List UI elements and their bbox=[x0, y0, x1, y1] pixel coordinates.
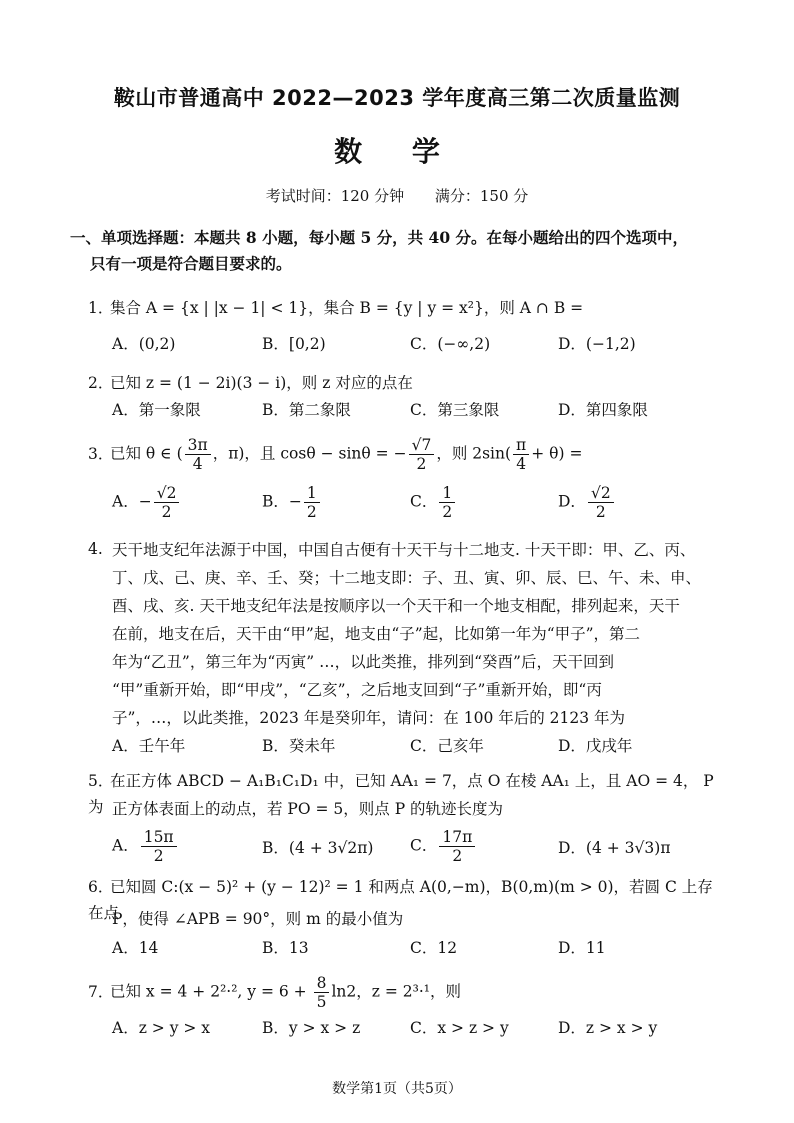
section-heading-line1: 一、单项选择题：本题共 8 小题，每小题 5 分，共 40 分。在每小题给出的四个选项中， bbox=[70, 228, 689, 247]
subject-title: 数 学 bbox=[334, 135, 460, 168]
question-number: 5． bbox=[88, 772, 114, 790]
option-fraction bbox=[304, 484, 320, 521]
question-number: 1． bbox=[88, 299, 114, 317]
numerator: √7 bbox=[409, 436, 435, 455]
option-c: C．第三象限 bbox=[410, 401, 500, 419]
denominator: 2 bbox=[306, 503, 317, 521]
option-d: D．第四象限 bbox=[558, 401, 648, 419]
section-heading-line2: 只有一项是符合题目要求的。 bbox=[90, 254, 292, 273]
denominator: 5 bbox=[316, 993, 327, 1011]
text-line: 子”，…，以此类推，2023 年是癸卯年，请问：在 100 年后的 2123 年为 bbox=[112, 709, 626, 727]
question-text: 已知圆 C:(x − 5)² + (y − 12)² = 1 和两点 A(0,−m)，B(0,m)(m > 0)，若圆 C 上存在点 bbox=[88, 878, 713, 922]
option-c bbox=[410, 828, 477, 865]
fraction-pi-4 bbox=[513, 436, 529, 473]
question-number: 3． bbox=[88, 444, 114, 463]
question-number: 7． bbox=[88, 982, 114, 1001]
section-heading bbox=[70, 225, 730, 277]
option-c: C．12 bbox=[410, 939, 458, 957]
question-text-pre: 已知 θ ∈ ( bbox=[110, 444, 183, 463]
exam-info bbox=[0, 185, 794, 206]
option-d: D．11 bbox=[558, 939, 606, 957]
option-a bbox=[112, 484, 181, 521]
option-label: D． bbox=[558, 492, 586, 511]
numerator: 1 bbox=[439, 484, 455, 503]
option-fraction bbox=[141, 828, 177, 865]
question-5-line2: 正方体表面上的动点，若 PO = 5，则点 P 的轨迹长度为 bbox=[112, 800, 504, 818]
text-line: 酉、戌、亥. 天干地支纪年法是按顺序以一个天干和一个地支相配，排列起来，天干 bbox=[112, 597, 680, 615]
option-d: D．(4 + 3√3)π bbox=[558, 839, 671, 857]
denominator: 2 bbox=[416, 455, 427, 473]
option-c: C．己亥年 bbox=[410, 737, 484, 755]
text-line: 天干地支纪年法源于中国，中国自古便有十天干与十二地支. 十天干即：甲、乙、丙、 bbox=[112, 541, 696, 559]
denominator: 2 bbox=[452, 847, 463, 865]
denominator: 4 bbox=[192, 455, 203, 473]
option-label: C． bbox=[410, 836, 438, 855]
denominator: 4 bbox=[516, 455, 527, 473]
denominator: 2 bbox=[442, 503, 453, 521]
question-2-options bbox=[112, 398, 712, 438]
option-b bbox=[262, 484, 322, 521]
option-b: B．[0,2) bbox=[262, 335, 326, 353]
option-d: D．戊戌年 bbox=[558, 737, 633, 755]
numerator: 1 bbox=[304, 484, 320, 503]
exam-time: 考试时间：120 分钟 bbox=[265, 187, 405, 205]
option-a: A．14 bbox=[112, 939, 159, 957]
option-fraction bbox=[439, 828, 475, 865]
question-6-line2: P，使得 ∠APB = 90°，则 m 的最小值为 bbox=[112, 910, 404, 928]
option-a: A．壬午年 bbox=[112, 737, 186, 755]
exam-score: 满分：150 分 bbox=[434, 187, 529, 205]
numerator: 3π bbox=[185, 436, 211, 455]
question-text-mid2: ，则 2sin( bbox=[436, 444, 512, 463]
question-6-options bbox=[112, 936, 712, 976]
question-text: 在正方体 ABCD − A₁B₁C₁D₁ 中，已知 AA₁ = 7，点 O 在棱 AA₁ 上，且 AO = 4， P 为 bbox=[88, 772, 714, 816]
denominator: 2 bbox=[161, 503, 172, 521]
option-label: A． bbox=[112, 836, 139, 855]
question-3-options bbox=[112, 484, 712, 524]
numerator: 15π bbox=[141, 828, 177, 847]
denominator: 2 bbox=[153, 847, 164, 865]
question-7 bbox=[88, 974, 728, 1011]
option-label: A．− bbox=[112, 492, 152, 511]
question-4-text bbox=[112, 536, 717, 732]
option-a: A．z > y > x bbox=[112, 1019, 211, 1037]
option-d: D．z > x > y bbox=[558, 1019, 658, 1037]
option-label: C． bbox=[410, 492, 438, 511]
option-d: D．(−1,2) bbox=[558, 335, 636, 353]
question-3 bbox=[88, 436, 728, 473]
option-fraction bbox=[588, 484, 614, 521]
question-text-pre: 已知 x = 4 + 2²·², y = 6 + bbox=[110, 982, 312, 1001]
option-a: A．(0,2) bbox=[112, 335, 176, 353]
option-fraction bbox=[439, 484, 455, 521]
option-b: B．y > x > z bbox=[262, 1019, 361, 1037]
option-a bbox=[112, 828, 179, 865]
fraction-sqrt7-2 bbox=[409, 436, 435, 473]
question-5-options bbox=[112, 828, 712, 868]
numerator: √2 bbox=[154, 484, 180, 503]
question-text: 已知 z = (1 − 2i)(3 − i)，则 z 对应的点在 bbox=[110, 374, 413, 392]
numerator: 17π bbox=[439, 828, 475, 847]
option-fraction bbox=[154, 484, 180, 521]
question-number: 6． bbox=[88, 878, 114, 896]
denominator: 2 bbox=[595, 503, 606, 521]
question-number: 4. bbox=[88, 540, 103, 558]
question-1-options bbox=[112, 332, 712, 372]
text-line: 在前，地支在后，天干由“甲”起，地支由“子”起，比如第一年为“甲子”，第二 bbox=[112, 625, 641, 643]
fraction-3pi-4 bbox=[185, 436, 211, 473]
option-a: A．第一象限 bbox=[112, 401, 201, 419]
question-7-options bbox=[112, 1016, 712, 1056]
numerator: π bbox=[513, 436, 529, 455]
numerator: √2 bbox=[588, 484, 614, 503]
option-label: B．− bbox=[262, 492, 302, 511]
option-d bbox=[558, 484, 616, 521]
option-b: B．13 bbox=[262, 939, 309, 957]
fraction-8-5 bbox=[314, 974, 330, 1011]
question-1 bbox=[88, 295, 728, 321]
option-b: B．(4 + 3√2π) bbox=[262, 839, 374, 857]
question-number: 2． bbox=[88, 374, 114, 392]
option-b: B．癸未年 bbox=[262, 737, 336, 755]
numerator: 8 bbox=[314, 974, 330, 993]
text-line: “甲”重新开始，即“甲戌”，“乙亥”，之后地支回到“子”重新开始，即“丙 bbox=[112, 681, 602, 699]
exam-title: 鞍山市普通高中 2022—2023 学年度高三第二次质量监测 bbox=[113, 86, 681, 110]
option-b: B．第二象限 bbox=[262, 401, 351, 419]
question-text-post: + θ) = bbox=[531, 444, 583, 463]
text-line: 丁、戊、己、庚、辛、壬、癸；十二地支即：子、丑、寅、卯、辰、巳、午、未、申、 bbox=[112, 569, 702, 587]
question-text-post: ln2，z = 2³·¹，则 bbox=[331, 982, 461, 1001]
text-line: 年为“乙丑”，第三年为“丙寅” …，以此类推，排列到“癸酉”后，天干回到 bbox=[112, 653, 614, 671]
option-c: C．(−∞,2) bbox=[410, 335, 491, 353]
page-footer: 数学第1页（共5页） bbox=[332, 1081, 462, 1097]
question-text: 集合 A = {x | |x − 1| < 1}，集合 B = {y | y = x²}，则 A ∩ B = bbox=[110, 299, 584, 317]
option-c: C．x > z > y bbox=[410, 1019, 509, 1037]
option-c bbox=[410, 484, 457, 521]
question-text-mid: ，π)，且 cosθ − sinθ = − bbox=[212, 444, 407, 463]
question-2 bbox=[88, 370, 728, 396]
